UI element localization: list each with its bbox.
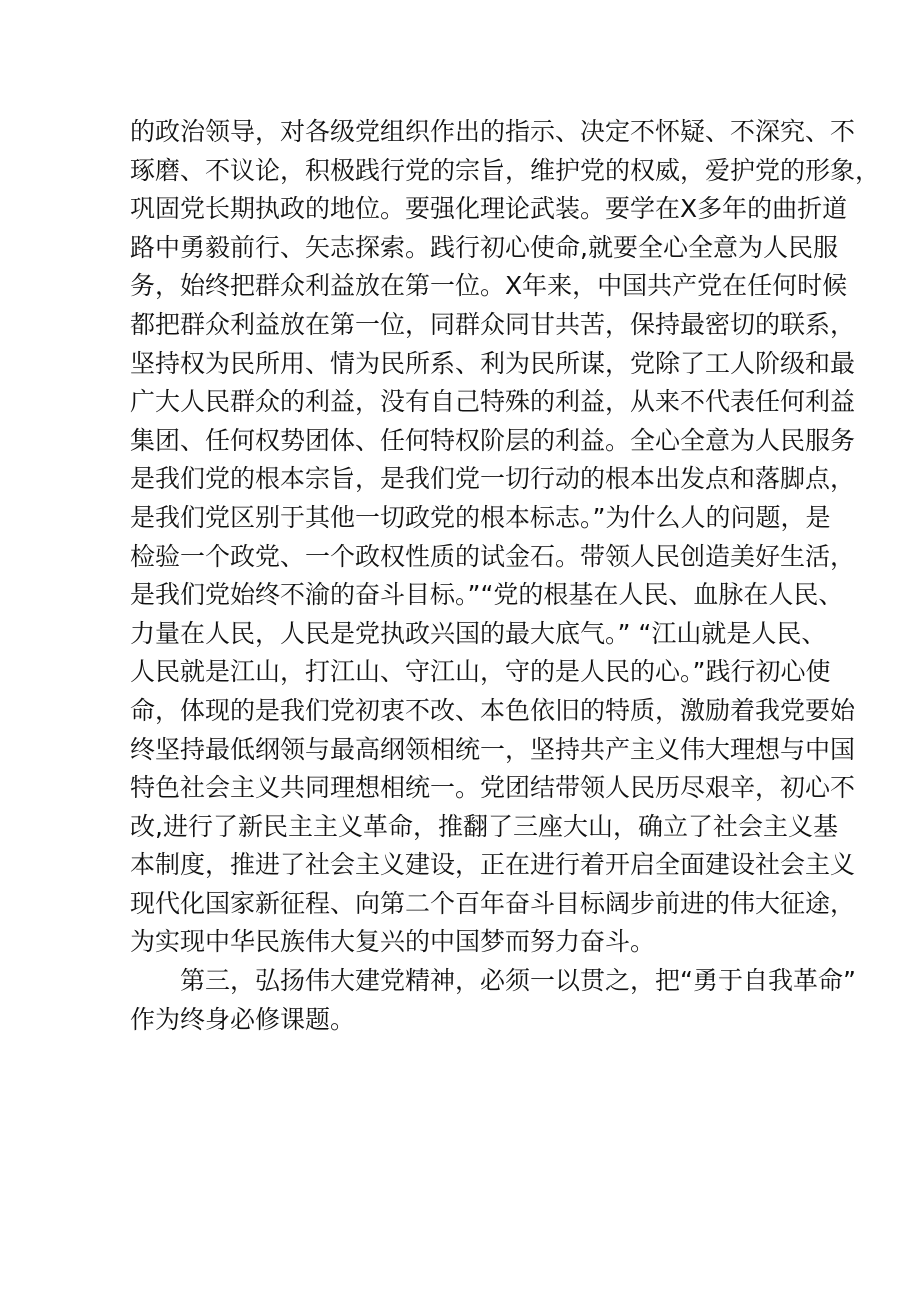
- text-line: 作为终身必修课题。: [130, 1004, 356, 1034]
- text-line: 特色社会主义共同理想相统一。党团结带领人民历尽艰辛，初心不: [130, 773, 856, 803]
- text-line: 巩固党长期执政的地位。要强化理论武装。要学在X多年的曲折道: [130, 194, 848, 224]
- text-line: 琢磨、不议论，积极践行党的宗旨，维护党的权威，爱护党的形象，: [130, 155, 881, 185]
- text-line: 是我们党的根本宗旨，是我们党一切行动的根本出发点和落脚点，: [130, 464, 856, 494]
- text-line: 的政治领导，对各级党组织作出的指示、决定不怀疑、不深究、不: [130, 117, 856, 146]
- text-line: 是我们党始终不渝的奋斗目标。”“党的根基在人民、血脉在人民、: [130, 580, 844, 610]
- text-line: 集团、任何权势团体、任何特权阶层的利益。全心全意为人民服务: [130, 425, 856, 455]
- text-line: 坚持权为民所用、情为民所系、利为民所谋，党除了工人阶级和最: [130, 348, 856, 378]
- text-line: 命，体现的是我们党初衷不改、本色依旧的特质，激励着我党要始: [130, 695, 856, 725]
- text-line: 检验一个政党、一个政权性质的试金石。带领人民创造美好生活，: [130, 541, 856, 571]
- text-line: 人民就是江山，打江山、守江山，守的是人民的心。”践行初心使: [130, 657, 831, 687]
- text-line: 改,进行了新民主主义革命，推翻了三座大山，确立了社会主义基: [130, 811, 838, 841]
- text-line: 务，始终把群众利益放在第一位。X年来，中国共产党在任何时候: [130, 271, 848, 301]
- text-line: 广大人民群众的利益，没有自己特殊的利益，从来不代表任何利益: [130, 387, 856, 417]
- text-line: 路中勇毅前行、矢志探索。践行初心使命,就要全心全意为人民服: [130, 232, 838, 262]
- text-line: 为实现中华民族伟大复兴的中国梦而努力奋斗。: [130, 927, 656, 957]
- text-line: 是我们党区别于其他一切政党的根本标志。”为什么人的问题，是: [130, 502, 831, 532]
- text-line: 都把群众利益放在第一位，同群众同甘共苦，保持最密切的联系，: [130, 309, 856, 339]
- paragraph-2: [130, 962, 856, 1039]
- text-line: 本制度，推进了社会主义建设，正在进行着开启全面建设社会主义: [130, 850, 856, 880]
- text-line: 第三，弘扬伟大建党精神，必须一以贯之，把“勇于自我革命”: [180, 966, 856, 996]
- paragraph-1: [130, 113, 881, 962]
- text-line: 现代化国家新征程、向第二个百年奋斗目标阔步前进的伟大征途，: [130, 888, 856, 918]
- text-line: 终坚持最低纲领与最高纲领相统一，坚持共产主义伟大理想与中国: [130, 734, 856, 764]
- document-page: [130, 113, 881, 1039]
- text-line: 力量在人民，人民是党执政兴国的最大底气。” “江山就是人民、: [130, 618, 827, 648]
